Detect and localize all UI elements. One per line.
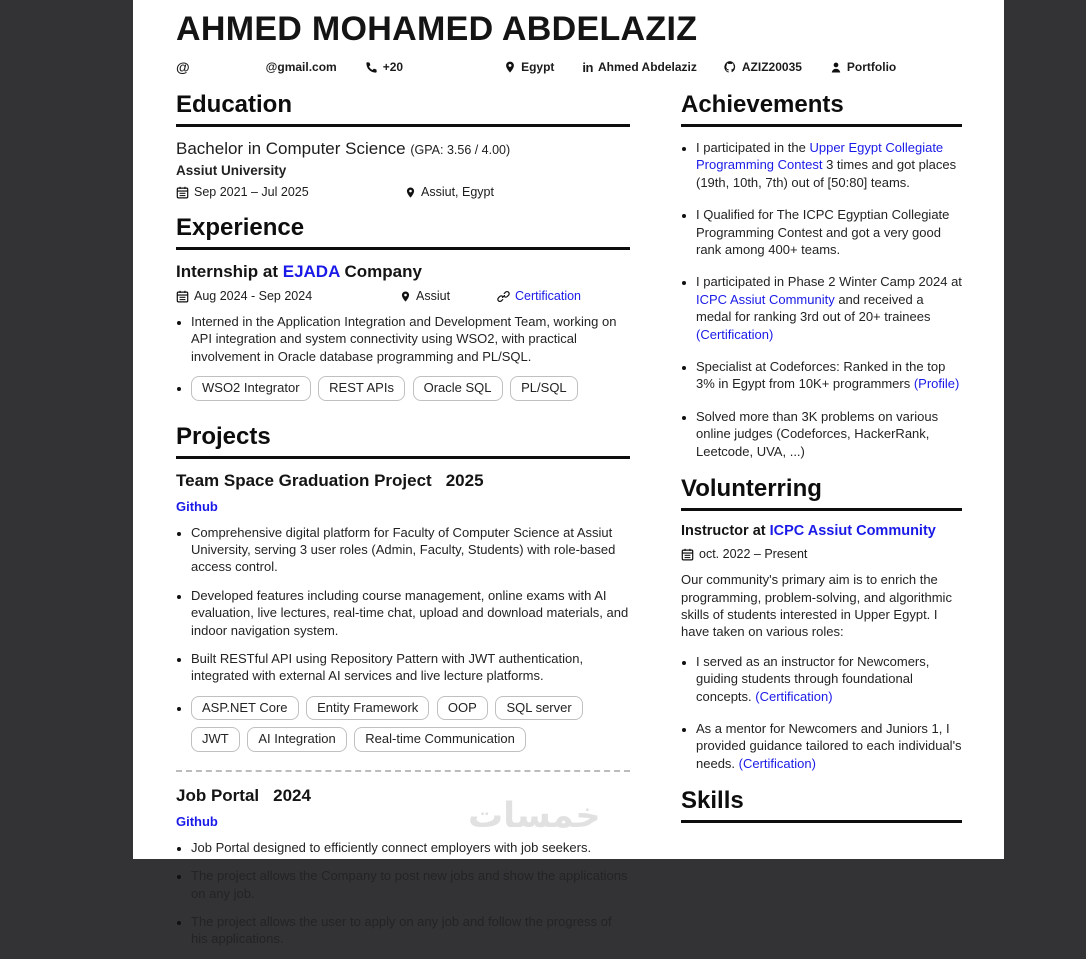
github-link[interactable]: Github — [176, 813, 218, 829]
project-year: 2025 — [445, 470, 484, 490]
profile-link[interactable]: (Profile) — [913, 376, 960, 392]
volunteering-item: • I served as an instructor for Newcomers, guiding students through foundational concepts. (Certification) — [696, 653, 962, 705]
certification-link[interactable]: (Certification) — [738, 755, 816, 771]
phone-icon — [365, 61, 378, 74]
section-experience — [176, 214, 630, 408]
achievement-item: • I participated in the Upper Egypt Collegiate Programming Contest 3 times and got places (19th, 10th, 7th) out of [50:80] teams. — [696, 139, 962, 191]
tag: Entity Framework — [306, 696, 429, 720]
watermark: خمسات — [468, 796, 601, 836]
skills-title: Skills — [681, 787, 962, 823]
section-skills — [681, 787, 962, 823]
tag: PL/SQL — [510, 376, 578, 400]
experience-meta — [176, 289, 630, 303]
section-education — [176, 91, 630, 199]
resume-content — [133, 0, 1004, 959]
resume-page — [133, 0, 1004, 947]
volunteering-intro: Our community's primary aim is to enrich the programming, problem-solving, and algorithmic skills of students interested in Upper Egypt. I have taken on various roles: — [681, 572, 952, 640]
linkedin-icon: in — [582, 59, 593, 75]
achievement-item: • Solved more than 3K problems on various online judges (Codeforces, HackerRank, Leetcode, UVA, ...) — [696, 408, 962, 460]
volunteering-list — [681, 653, 962, 772]
tag: Real-time Communication — [354, 727, 526, 751]
tag: ASP.NET Core — [191, 696, 299, 720]
experience-tags — [191, 376, 630, 407]
pin-icon — [405, 186, 416, 199]
project-bullet: • Developed features including course management, online exams with AI evaluation, live lectures, real-time chat, upload and download materials, and indoor navigation system. — [191, 587, 630, 639]
right-column — [681, 91, 962, 959]
volunteering-meta — [681, 547, 962, 561]
achievements-title: Achievements — [681, 91, 962, 127]
experience-bullet: • Interned in the Application Integration and Development Team, working on API integration and system connectivity using WSO2, with practical involvement in Oracle database programming and PL/SQL. — [191, 313, 630, 365]
degree-line — [176, 139, 630, 159]
gpa: (GPA: 3.56 / 4.00) — [410, 143, 511, 157]
project-bullet: • Built RESTful API using Repository Pattern with JWT authentication, integrated with external AI services and live lecture platforms. — [191, 650, 630, 685]
project-1-tags — [191, 696, 630, 759]
certification-item — [497, 289, 581, 303]
achievement-item: • I participated in Phase 2 Winter Camp 2024 at ICPC Assiut Community and received a medal for ranking 3rd out of 20+ trainees (Certification) — [696, 273, 962, 343]
contact-location: Egypt — [504, 60, 554, 74]
experience-location: Assiut — [400, 289, 497, 303]
github-icon — [723, 60, 737, 74]
project-1-title: Team Space Graduation Project 2025 — [176, 470, 484, 490]
education-title: Education — [176, 91, 630, 127]
volunteering-item: • As a mentor for Newcomers and Juniors 1, I provided guidance tailored to each individual's needs. (Certification) — [696, 720, 962, 772]
degree: Bachelor in Computer Science — [176, 139, 406, 158]
volunteering-title: Volunterring — [681, 475, 962, 511]
tag: OOP — [437, 696, 488, 720]
experience-bullets — [176, 313, 630, 408]
project-bullet: • The project allows the user to apply on any job and follow the progress of his applications. — [191, 913, 630, 948]
contact-email[interactable]: @ @gmail.com — [176, 59, 337, 75]
calendar-icon — [176, 290, 189, 303]
project-bullet: • Comprehensive digital platform for Faculty of Computer Science at Assiut University, serving 3 user roles (Admin, Faculty, Students) with role-based access control. — [191, 524, 630, 576]
project-1-bullets — [176, 524, 630, 759]
tag: AI Integration — [247, 727, 346, 751]
section-projects — [176, 423, 630, 948]
pin-icon — [400, 290, 411, 303]
projects-title: Projects — [176, 423, 630, 459]
contact-phone[interactable]: +20 — [365, 60, 504, 74]
project-bullet: • Job Portal designed to efficiently connect employers with job seekers. — [191, 839, 630, 856]
certification-link[interactable]: Certification — [515, 289, 581, 303]
tag: JWT — [191, 727, 240, 751]
certification-link[interactable]: (Certification) — [755, 688, 833, 704]
experience-dates: Aug 2024 - Sep 2024 — [176, 289, 400, 303]
experience-role: Internship at EJADA Company — [176, 262, 422, 281]
person-icon — [830, 61, 842, 74]
contest-link[interactable]: Upper Egypt Collegiate Programming Contest — [696, 140, 944, 173]
achievements-list — [681, 139, 962, 460]
project-2-title: Job Portal 2024 — [176, 785, 311, 805]
page-title: AHMED MOHAMED ABDELAZIZ — [176, 10, 698, 48]
section-volunteering — [681, 475, 962, 772]
experience-title: Experience — [176, 214, 630, 250]
company-link[interactable]: EJADA — [282, 262, 340, 281]
project-bullet: • The project allows the Company to post new jobs and show the applications on any job. — [191, 867, 630, 902]
at-icon: @ — [176, 59, 190, 75]
volunteering-role: Instructor at ICPC Assiut Community — [681, 523, 936, 540]
community-link[interactable]: ICPC Assiut Community — [696, 291, 835, 307]
project-2-bullets — [176, 839, 630, 948]
education-location: Assiut, Egypt — [405, 185, 494, 199]
contact-linkedin[interactable]: in Ahmed Abdelaziz — [582, 59, 697, 75]
tag: Oracle SQL — [413, 376, 503, 400]
contact-portfolio[interactable]: Portfolio — [830, 60, 896, 74]
contact-github[interactable]: AZIZ20035 — [723, 60, 802, 74]
community-link[interactable]: ICPC Assiut Community — [769, 523, 936, 540]
left-column — [176, 91, 630, 959]
tag: WSO2 Integrator — [191, 376, 311, 400]
tag: REST APIs — [318, 376, 405, 400]
tag: SQL server — [495, 696, 582, 720]
certification-link[interactable]: (Certification) — [696, 326, 774, 342]
education-meta — [176, 185, 630, 199]
pin-icon — [504, 60, 516, 74]
achievement-item: • Specialist at Codeforces: Ranked in the top 3% in Egypt from 10K+ programmers (Profile) — [696, 358, 962, 393]
link-icon — [497, 290, 510, 303]
github-link[interactable]: Github — [176, 498, 218, 514]
volunteering-dates: oct. 2022 – Present — [681, 547, 807, 561]
school-name: Assiut University — [176, 163, 287, 178]
education-dates: Sep 2021 – Jul 2025 — [176, 185, 405, 199]
contact-row — [176, 59, 961, 75]
calendar-icon — [681, 548, 694, 561]
calendar-icon — [176, 186, 189, 199]
achievement-item: • I Qualified for The ICPC Egyptian Collegiate Programming Contest and got a very good rank among 400+ teams. — [696, 206, 962, 258]
project-divider — [176, 770, 630, 772]
section-achievements — [681, 91, 962, 460]
project-year: 2024 — [273, 785, 311, 805]
